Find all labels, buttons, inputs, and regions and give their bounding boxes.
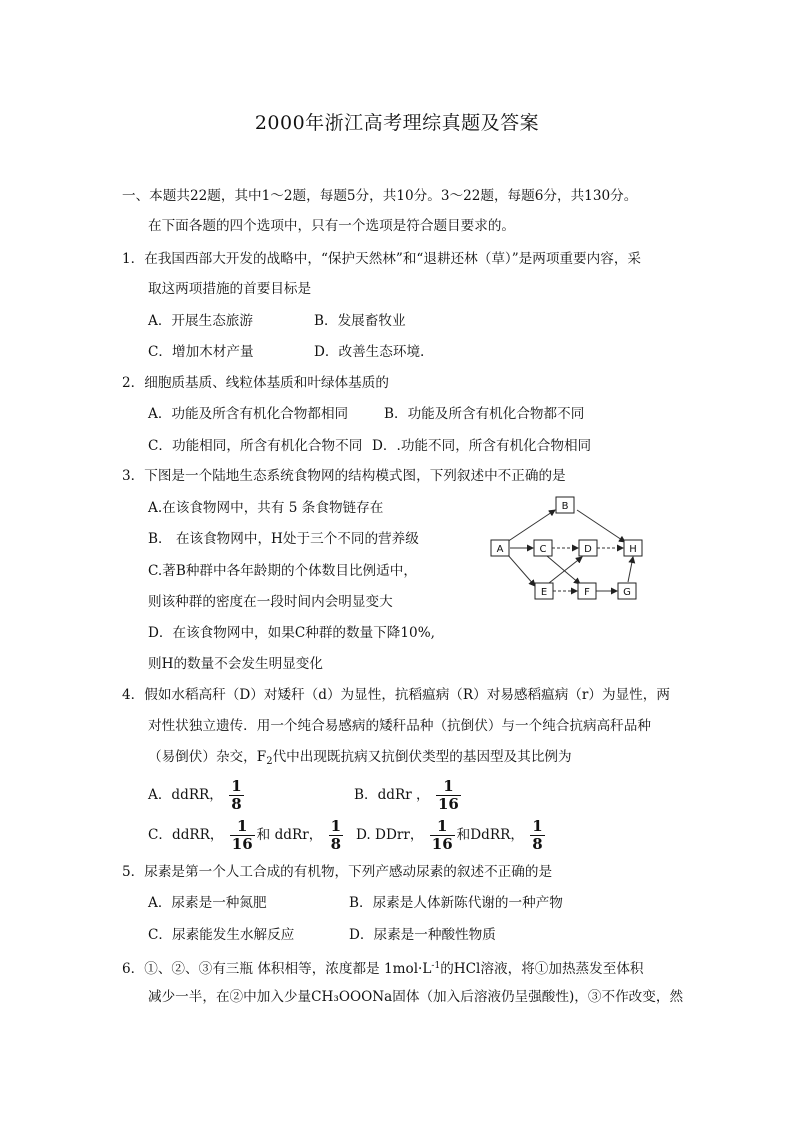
question-1-option-b: B．发展畜牧业 [314, 313, 406, 329]
fraction [436, 779, 461, 812]
question-1-stem-line1: 1．在我国西部大开发的战略中，“保护天然林”和“退耕还林（草）”是两项重要内容，采 [122, 251, 642, 267]
question-1-option-c: C．增加木材产量 [148, 344, 254, 360]
node-b-label: B [561, 501, 569, 512]
f2-subscript: 2 [266, 756, 273, 767]
question-2-option-b: B．功能及所含有机化合物都不同 [384, 406, 585, 422]
question-1-stem-line2: 取这两项措施的首要目标是 [148, 281, 312, 297]
question-6-line1-rest: 的HCl溶液，将①加热蒸发至体积 [440, 961, 644, 977]
question-3-option-b: B． 在该食物网中，H处于三个不同的营养级 [148, 531, 419, 547]
fraction-numerator: 1 [443, 777, 454, 795]
fraction-denominator: 16 [431, 835, 453, 853]
question-6-stem-line2: 减少一半，在②中加入少量CH₃OOONa固体（加入后溶液仍呈强酸性)，③不作改变，然 [148, 989, 684, 1005]
fraction-denominator: 8 [532, 835, 543, 853]
option-c-text: C．ddRR， [148, 827, 224, 843]
question-1-option-d: D．改善生态环境. [314, 344, 425, 360]
fraction-denominator: 16 [231, 835, 253, 853]
node-g-label: G [623, 587, 631, 598]
option-d-text: D. DDrr， [356, 827, 424, 843]
unit-superscript: -1 [431, 961, 441, 971]
question-5-option-c: C．尿素能发生水解反应 [148, 927, 295, 943]
edge-e-d [549, 557, 582, 583]
question-4-option-a [148, 776, 246, 814]
node-c-label: C [539, 544, 547, 555]
question-3-option-c-line2: 则该种群的密度在一段时间内会明显变大 [148, 594, 393, 610]
question-4-stem-line3-rest: 代中出现既抗病又抗倒伏类型的基因型及其比例为 [272, 749, 572, 765]
fraction [229, 779, 243, 812]
fraction-numerator: 1 [237, 817, 248, 835]
fraction-numerator: 1 [437, 817, 448, 835]
fraction-denominator: 8 [330, 835, 342, 853]
edge-a-e [507, 554, 535, 586]
edge-b-h [577, 510, 625, 542]
question-3-option-c-line1: C.著B种群中各年龄期的个体数目比例适中， [148, 563, 417, 579]
node-a-label: A [496, 544, 504, 555]
page-title: 2000年浙江高考理综真题及答案 [254, 112, 540, 134]
node-e-label: E [540, 587, 548, 598]
question-4-stem-line3 [148, 748, 572, 771]
question-4-option-d [356, 816, 547, 854]
edge-g-h [628, 557, 633, 582]
question-3-option-a: A.在该食物网中，共有 5 条食物链存在 [148, 500, 384, 516]
question-1-option-a: A．开展生态旅游 [148, 313, 253, 329]
food-web-diagram [485, 490, 650, 610]
question-4-option-c [148, 816, 345, 854]
fraction-denominator: 16 [437, 795, 459, 813]
node-h-label: H [629, 544, 637, 555]
edge-c-f [547, 556, 580, 584]
question-5-option-a: A．尿素是一种氮肥 [148, 895, 267, 911]
question-6-line1-text: 6．①、②、③有三瓶 体积相等，浓度都是 1mol·L [122, 961, 432, 977]
question-3-option-d-line2: 则H的数量不会发生明显变化 [148, 656, 323, 672]
fraction [230, 819, 255, 852]
question-3-stem: 3．下图是一个陆地生态系统食物网的结构模式图，下列叙述中不正确的是 [122, 468, 566, 484]
question-5-stem: 5．尿素是第一个人工合成的有机物，下列产感动尿素的叙述不正确的是 [122, 864, 553, 880]
question-2-stem: 2．细胞质基质、线粒体基质和叶绿体基质的 [122, 375, 389, 391]
fraction [329, 819, 343, 852]
node-d-label: D [584, 544, 592, 555]
fraction-numerator: 1 [231, 777, 242, 795]
question-4-stem-line3-text: （易倒伏）杂交，F [148, 749, 267, 765]
question-6-stem-line1 [122, 957, 644, 978]
option-b-text: B．ddRr ， [354, 787, 430, 803]
question-4-stem-line1: 4．假如水稻高秆（D）对矮秆（d）为显性，抗稻瘟病（R）对易感稻瘟病（r）为显性，两 [122, 687, 670, 703]
option-c-mid-text: 和 ddRr， [256, 827, 323, 843]
fraction [530, 819, 544, 852]
option-a-text: A．ddRR， [148, 787, 223, 803]
question-2-option-d: D．.功能不同，所含有机化合物相同 [372, 438, 592, 454]
question-2-option-c: C．功能相同，所含有机化合物不同 [148, 438, 363, 454]
section-heading: 一、本题共22题，其中1～2题，每题5分，共10分。3～22题，每题6分，共130分。 [122, 188, 638, 204]
edge-a-b [507, 510, 555, 542]
question-3-option-d-line1: D．在该食物网中，如果C种群的数量下降10%, [148, 625, 435, 641]
question-2-option-a: A．功能及所含有机化合物都相同 [148, 406, 349, 422]
option-d-mid-text: 和DdRR， [456, 827, 524, 843]
fraction-numerator: 1 [330, 817, 342, 835]
fraction-numerator: 1 [532, 817, 543, 835]
fraction [430, 819, 455, 852]
node-f-label: F [584, 587, 590, 598]
question-4-stem-line2: 对性状独立遗传．用一个纯合易感病的矮秆品种（抗倒伏）与一个纯合抗病高秆品种 [148, 718, 651, 734]
question-4-option-b [354, 776, 463, 814]
question-5-option-d: D．尿素是一种酸性物质 [349, 927, 496, 943]
fraction-denominator: 8 [231, 795, 242, 813]
section-instruction: 在下面各题的四个选项中，只有一个选项是符合题目要求的。 [148, 218, 516, 234]
question-5-option-b: B．尿素是人体新陈代谢的一种产物 [349, 895, 563, 911]
